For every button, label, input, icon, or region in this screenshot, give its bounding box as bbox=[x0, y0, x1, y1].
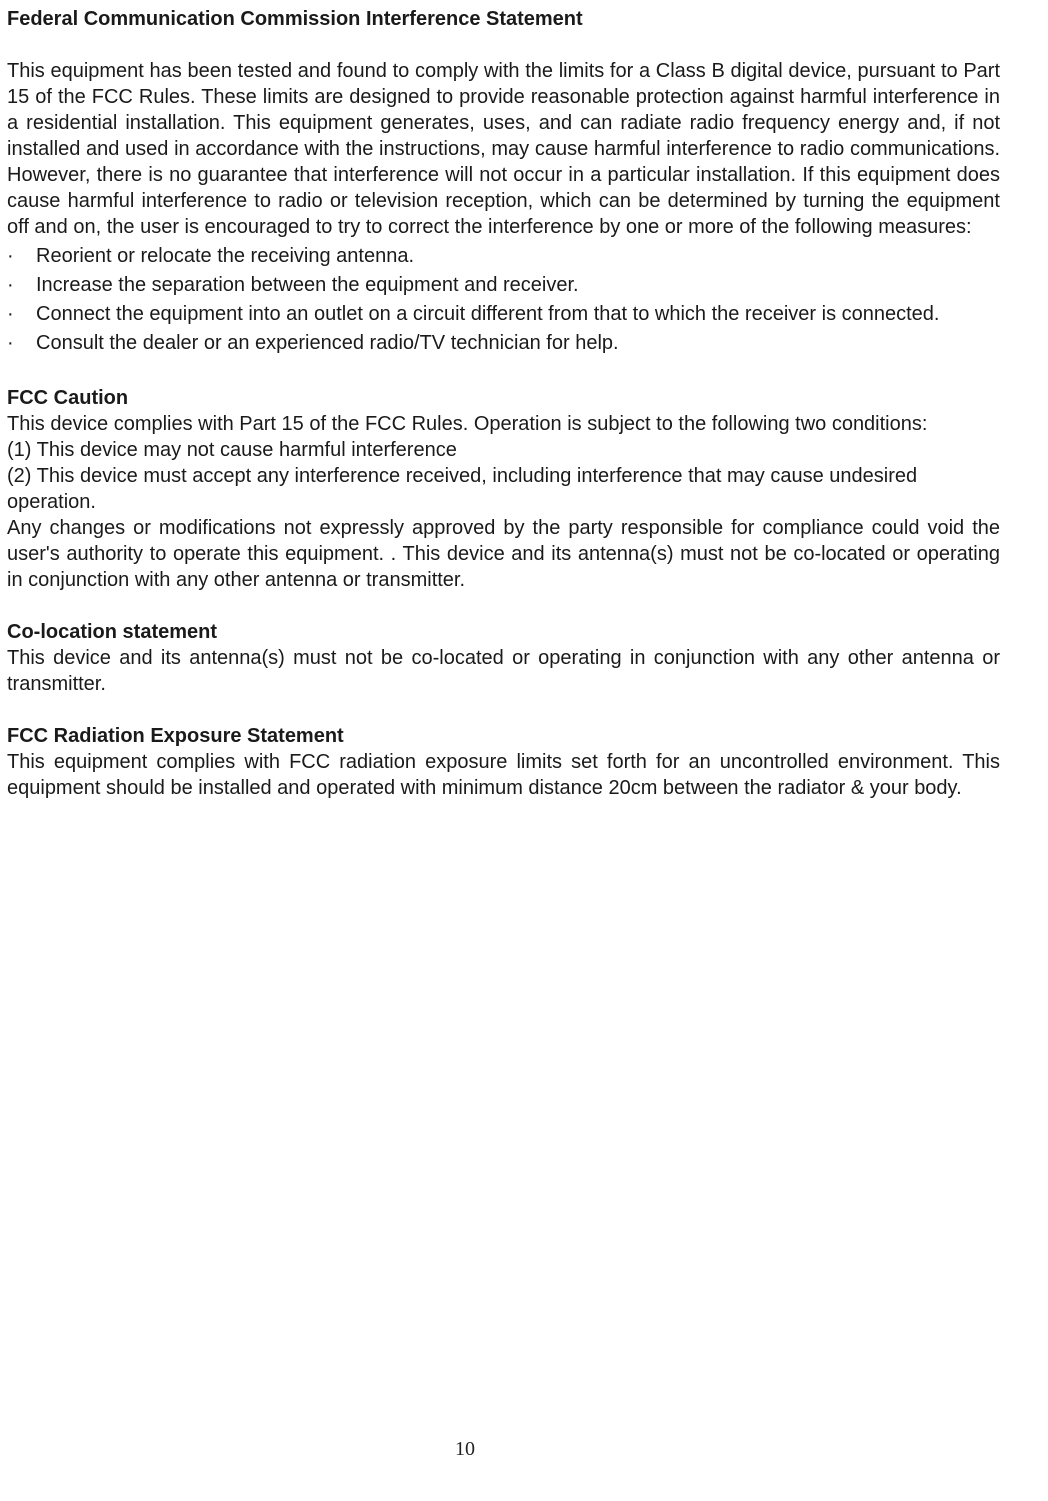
interference-measures-list bbox=[7, 243, 1000, 357]
spacer bbox=[7, 697, 1000, 723]
measure-text: Connect the equipment into an outlet on a circuit different from that to which the receiver is connected. bbox=[36, 303, 940, 325]
bullet-icon: · bbox=[7, 245, 14, 267]
bullet-icon: · bbox=[7, 303, 14, 325]
fcc-caution-title: FCC Caution bbox=[7, 387, 129, 409]
fcc-caution-condition-2: (2) This device must accept any interference received, including interference that may cause undesired operation. bbox=[7, 465, 918, 513]
spacer bbox=[7, 359, 1000, 385]
measure-text: Increase the separation between the equipment and receiver. bbox=[36, 274, 579, 296]
fcc-caution-intro: This device complies with Part 15 of the FCC Rules. Operation is subject to the following two conditions: bbox=[7, 413, 928, 435]
spacer bbox=[7, 593, 1000, 619]
radiation-exposure-title: FCC Radiation Exposure Statement bbox=[7, 725, 344, 747]
bullet-icon: · bbox=[7, 274, 14, 296]
interference-statement-body: This equipment has been tested and found to comply with the limits for a Class B digital device, pursuant to Part 15 of the FCC Rules. These limits are designed to provide reasonable protection against harmful interference in a residential installation. This equipment generates, uses, and can radiate radio frequency energy and, if not installed and used in accordance with the instructions, may cause harmful interference to radio communications. However, there is no guarantee that interference will not occur in a particular installation. If this equipment does cause harmful interference to radio or television reception, which can be determined by turning the equipment off and on, the user is encouraged to try to correct the interference by one or more of the following measures: bbox=[7, 60, 1000, 238]
page-number: 10 bbox=[455, 1438, 475, 1460]
fcc-caution-condition-1: (1) This device may not cause harmful interference bbox=[7, 439, 457, 461]
spacer bbox=[7, 32, 1000, 58]
colocation-title: Co-location statement bbox=[7, 621, 218, 643]
interference-statement-title: Federal Communication Commission Interference Statement bbox=[7, 8, 583, 30]
radiation-exposure-body: This equipment complies with FCC radiation exposure limits set forth for an uncontrolled environment. This equipment should be installed and operated with minimum distance 20cm between the radiator & your body. bbox=[7, 751, 1000, 799]
fcc-caution-changes: Any changes or modifications not expressly approved by the party responsible for compliance could void the user's authority to operate this equipment. . This device and its antenna(s) must not be co-located or operating in conjunction with any other antenna or transmitter. bbox=[7, 517, 1000, 591]
document-page bbox=[7, 6, 1000, 801]
colocation-body: This device and its antenna(s) must not be co-located or operating in conjunction with any other antenna or transmitter. bbox=[7, 647, 1000, 695]
list-item bbox=[7, 243, 1000, 270]
bullet-icon: · bbox=[7, 332, 14, 354]
measure-text: Reorient or relocate the receiving antenna. bbox=[36, 245, 415, 267]
list-item bbox=[7, 330, 1000, 357]
list-item bbox=[7, 301, 1000, 328]
measure-text: Consult the dealer or an experienced radio/TV technician for help. bbox=[36, 332, 619, 354]
list-item bbox=[7, 272, 1000, 299]
